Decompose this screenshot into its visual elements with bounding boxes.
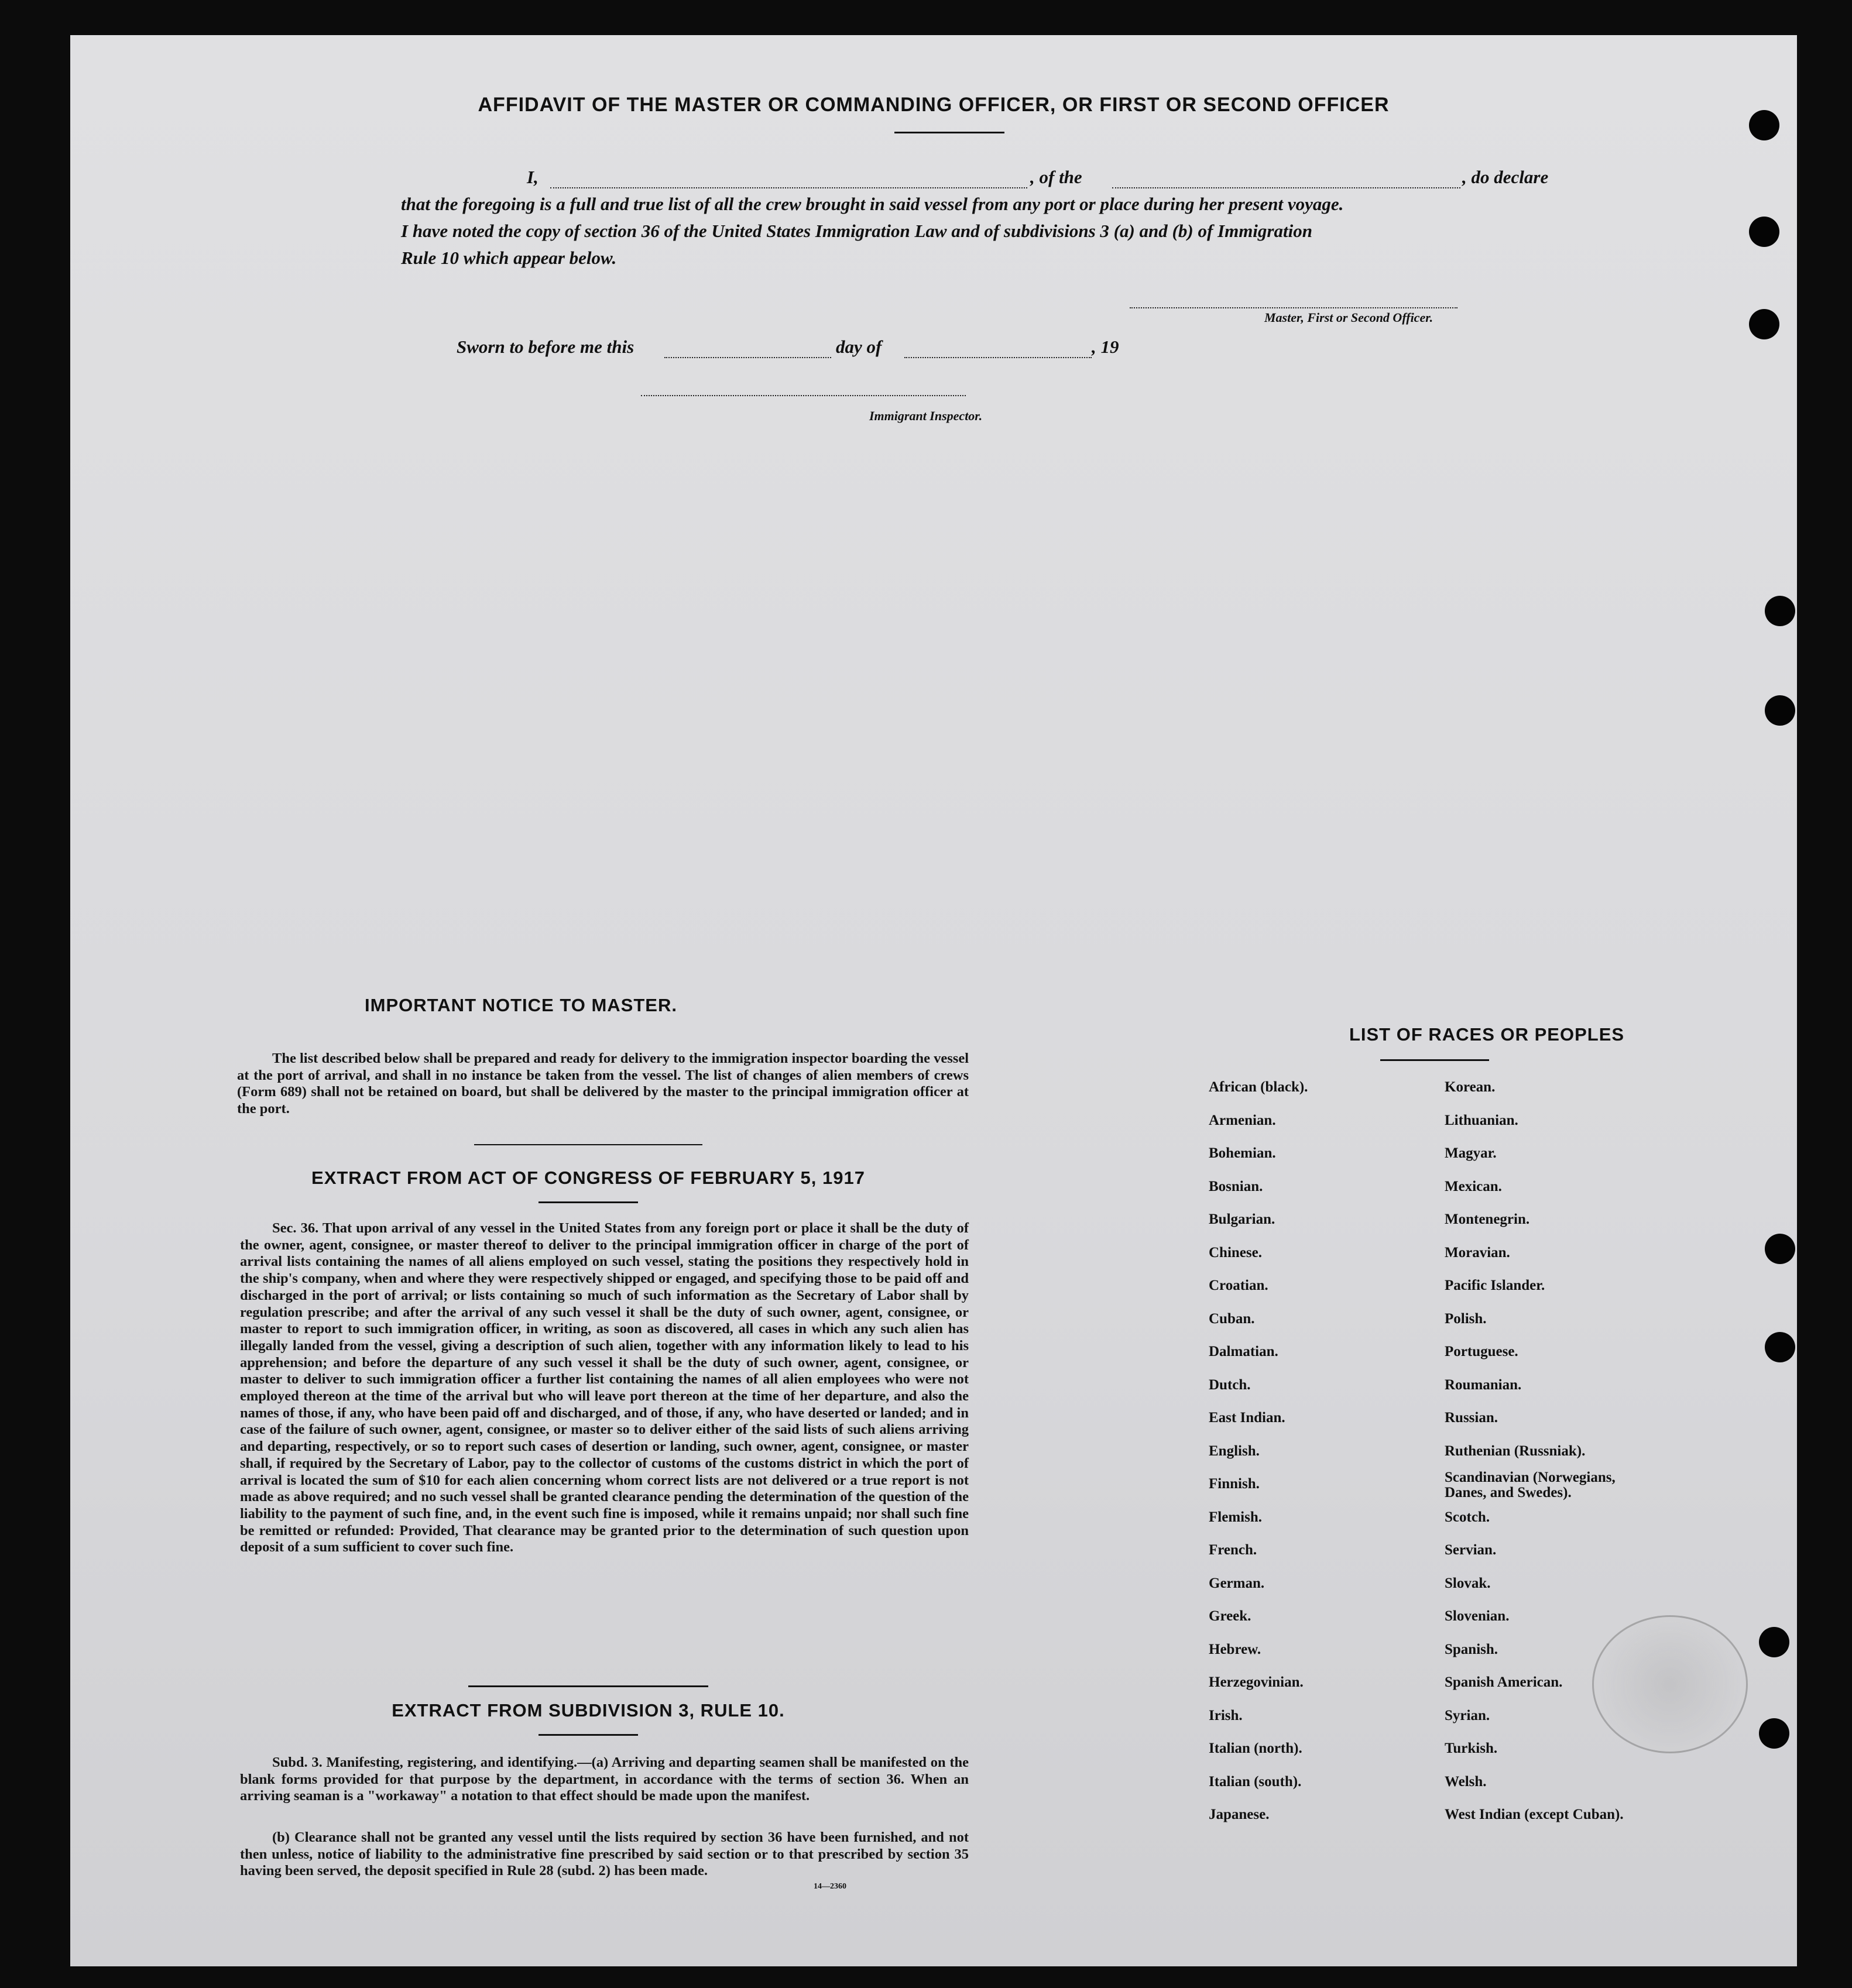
race-item: Herzegovinian.: [1209, 1674, 1304, 1690]
race-item: Chinese.: [1209, 1244, 1262, 1261]
races-title-underline: [1380, 1059, 1489, 1061]
inspector-signature-line[interactable]: [641, 395, 966, 396]
binder-hole: [1765, 695, 1795, 726]
notice-title: IMPORTANT NOTICE TO MASTER.: [365, 995, 677, 1015]
race-item: Slovak.: [1445, 1575, 1491, 1591]
race-item: Bohemian.: [1209, 1145, 1276, 1161]
race-item: Magyar.: [1445, 1145, 1497, 1161]
race-item: Portuguese.: [1445, 1344, 1518, 1359]
race-item: Hebrew.: [1209, 1641, 1261, 1657]
affidavit-line-1: [457, 164, 1569, 191]
race-item: Slovenian.: [1445, 1608, 1510, 1624]
race-item: Welsh.: [1445, 1773, 1487, 1790]
race-item: Ruthenian (Russniak).: [1445, 1443, 1586, 1459]
affidavit-title: AFFIDAVIT OF THE MASTER OR COMMANDING OFFICER, OR FIRST OR SECOND OFFICER: [478, 94, 1390, 116]
notice-text: The list described below shall be prepared and ready for delivery to the immigration inspector boarding the vessel at the port of arrival, and shall in no instance be taken from the vessel. The list of changes of alien members of crews (Form 689) shall not be retained on board, but shall be delivered by the master to the principal immigration officer at the port.: [237, 1050, 969, 1117]
race-item: German.: [1209, 1575, 1265, 1591]
act-extract-title: EXTRACT FROM ACT OF CONGRESS OF FEBRUARY 5, 1917: [311, 1168, 865, 1188]
binder-hole: [1749, 309, 1779, 339]
races-left-column: [1209, 1071, 1443, 1832]
sworn-year: , 19: [1092, 337, 1119, 357]
rule-divider: [468, 1685, 708, 1687]
act-title-underline: [539, 1201, 638, 1203]
race-item: Finnish.: [1209, 1476, 1260, 1492]
race-item: Spanish American.: [1445, 1674, 1563, 1690]
race-item: Dutch.: [1209, 1376, 1251, 1393]
affidavit-do-declare: , do declare: [1462, 167, 1549, 187]
rule-para-b: (b) Clearance shall not be granted any vessel until the lists required by section 36 have been furnished, and not then unless, notice of liability to the administrative fine prescribed by said section or to that prescribed by section 35 having been served, the deposit specified in Rule 28 (subd. 2) has been made.: [240, 1829, 969, 1879]
title-underline: [894, 132, 1004, 133]
race-item: Italian (north).: [1209, 1740, 1302, 1756]
races-title: LIST OF RACES OR PEOPLES: [1349, 1024, 1625, 1045]
rule-para-a: Subd. 3. Manifesting, registering, and identifying.—(a) Arriving and departing seamen shall be manifested on the blank forms provided for that purpose by the department, in accordance with the terms of section 36. When an arriving seaman is a "workaway" a notation to that effect should be made upon the manifest.: [240, 1754, 969, 1804]
race-item: Greek.: [1209, 1608, 1251, 1624]
sworn-day-of: day of: [836, 337, 882, 357]
race-item: Moravian.: [1445, 1244, 1510, 1261]
vessel-blank[interactable]: [1112, 187, 1460, 188]
notice-divider: [474, 1144, 702, 1145]
name-blank[interactable]: [550, 187, 1027, 188]
binder-hole: [1759, 1718, 1789, 1749]
race-item: Mexican.: [1445, 1178, 1502, 1194]
race-item: Bulgarian.: [1209, 1211, 1275, 1227]
race-item: Spanish.: [1445, 1641, 1498, 1657]
race-item: Cuban.: [1209, 1310, 1255, 1327]
master-signature-line[interactable]: [1130, 307, 1457, 308]
race-item: Flemish.: [1209, 1509, 1262, 1525]
form-number: 14—2360: [814, 1882, 846, 1891]
rule-extract-title: EXTRACT FROM SUBDIVISION 3, RULE 10.: [392, 1700, 785, 1721]
binder-hole: [1749, 110, 1779, 140]
act-extract-text: Sec. 36. That upon arrival of any vessel in the United States from any foreign port or place it shall be the duty of the owner, agent, consignee, or master thereof to deliver to the principal immigration officer in charge of the port of arrival lists containing the names of all aliens employed on such vessel, stating the positions they respectively hold in the ship's company, when and where they were respectively shipped or engaged, and specifying those to be paid off and discharged in the port of arrival; or lists containing so much of such information as the Secretary of Labor shall by regulation prescribe; and after the arrival of any such vessel it shall be the duty of such owner, agent, consignee, or master to report to such immigration officer, in writing, as soon as discovered, all cases in which any such alien has illegally landed from the vessel, giving a description of such alien, together with any information likely to lead to his apprehension; and before the departure of any such vessel it shall be the duty of such owner, agent, consignee, or master to deliver to such immigration officer a further list containing the names of all alien employees who were not employed thereon at the time of the arrival but who will leave port thereon at the time of her departure, and also the names of those, if any, who have been paid off and discharged, and of those, if any, who have deserted or landed; and in case of the failure of such owner, agent, consignee, or master so to deliver either of the said lists of such aliens arriving and departing, respectively, or so to report such cases of desertion or landing, such owner, agent, consignee, or master shall, if required by the Secretary of Labor, pay to the collector of customs of the customs district in which the port of arrival is located the sum of $10 for each alien concerning whom correct lists are not delivered or a true report is not made as above required; and no such vessel shall be granted clearance pending the determination of the question of the liability to the payment of such fine, and, in the event such fine is imposed, while it remains unpaid; nor shall such fine be remitted or refunded: Provided, That clearance may be granted prior to the determination of such question upon deposit of a sum sufficient to cover such fine.: [240, 1220, 969, 1556]
race-item: Scandinavian (Norwegians, Danes, and Swedes).: [1445, 1469, 1616, 1501]
race-item: French.: [1209, 1542, 1257, 1558]
binder-hole: [1749, 217, 1779, 247]
race-item: Italian (south).: [1209, 1773, 1302, 1790]
sworn-month-blank[interactable]: [904, 357, 1092, 358]
race-item: Montenegrin.: [1445, 1211, 1530, 1227]
race-item: Dalmatian.: [1209, 1344, 1278, 1359]
race-item: Irish.: [1209, 1707, 1243, 1723]
affidavit-line-4: Rule 10 which appear below.: [401, 248, 617, 268]
race-item: Lithuanian.: [1445, 1112, 1518, 1128]
affidavit-i: I,: [527, 167, 539, 187]
master-signature-label: Master, First or Second Officer.: [1264, 310, 1433, 325]
affidavit-line-3: I have noted the copy of section 36 of the United States Immigration Law and of subdivisions 3 (a) and (b) of Immigration: [401, 221, 1312, 241]
sworn-line: [457, 334, 1217, 360]
race-item: East Indian.: [1209, 1410, 1285, 1426]
inspector-label: Immigrant Inspector.: [869, 408, 983, 423]
rule-title-underline: [539, 1734, 638, 1736]
embossed-seal: [1592, 1615, 1748, 1753]
race-item: Roumanian.: [1445, 1376, 1522, 1393]
race-item: Pacific Islander.: [1445, 1278, 1545, 1293]
race-item: Russian.: [1445, 1410, 1498, 1426]
sworn-prefix: Sworn to before me this: [457, 337, 635, 357]
affidavit-line-2: that the foregoing is a full and true list of all the crew brought in said vessel from any port or place during her present voyage.: [401, 194, 1344, 214]
race-item: Armenian.: [1209, 1112, 1276, 1128]
document-page: [70, 35, 1797, 1966]
race-item: Servian.: [1445, 1542, 1497, 1558]
race-item: Korean.: [1445, 1079, 1496, 1095]
binder-hole: [1765, 1234, 1795, 1264]
affidavit-of-the: , of the: [1030, 167, 1082, 187]
race-item: Croatian.: [1209, 1278, 1268, 1293]
race-item: Polish.: [1445, 1310, 1487, 1327]
race-item: Syrian.: [1445, 1707, 1490, 1723]
binder-hole: [1765, 1332, 1795, 1362]
binder-hole: [1765, 596, 1795, 626]
race-item: Bosnian.: [1209, 1178, 1263, 1194]
sworn-day-blank[interactable]: [664, 357, 831, 358]
race-item: Scotch.: [1445, 1509, 1490, 1525]
race-item: Japanese.: [1209, 1807, 1270, 1822]
binder-hole: [1759, 1627, 1789, 1657]
race-item: West Indian (except Cuban).: [1445, 1807, 1624, 1822]
race-item: English.: [1209, 1443, 1260, 1459]
race-item: African (black).: [1209, 1079, 1308, 1095]
race-item: Turkish.: [1445, 1740, 1498, 1756]
